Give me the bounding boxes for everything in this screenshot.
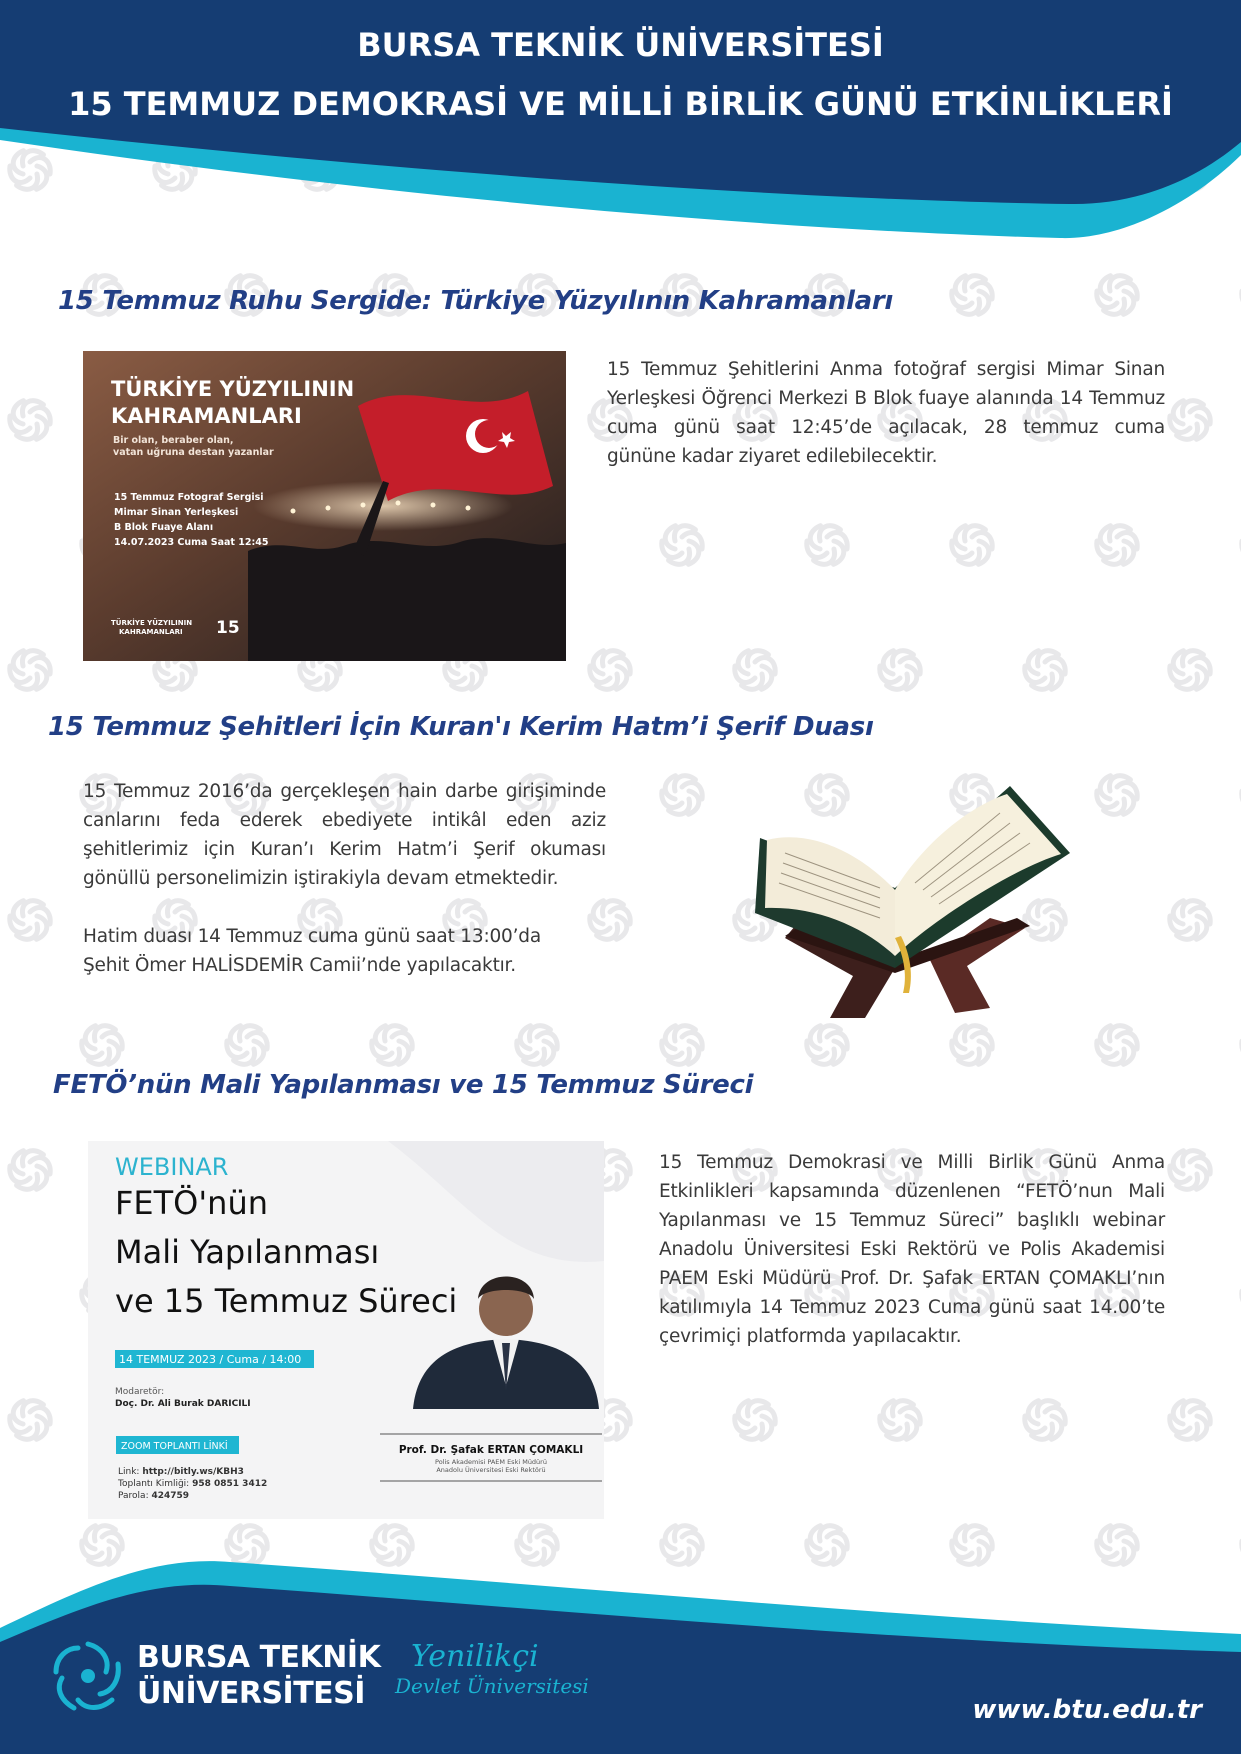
svg-text:WEBINAR: WEBINAR [115, 1153, 229, 1181]
footer-slogan-line1: Yenilikçi [411, 1639, 539, 1674]
svg-text:TÜRKİYE YÜZYILININ: TÜRKİYE YÜZYILININ [111, 377, 355, 401]
svg-text:Polis Akademisi PAEM Eski Müdü: Polis Akademisi PAEM Eski Müdürü [435, 1458, 547, 1466]
exhibition-poster [83, 351, 566, 661]
footer-slogan-line2: Devlet Üniversitesi [395, 1674, 589, 1698]
footer-logo-line1: BURSA TEKNİK [137, 1640, 381, 1675]
quran-on-stand-image [745, 778, 1085, 1021]
svg-text:Prof. Dr. Şafak ERTAN ÇOMAKLI: Prof. Dr. Şafak ERTAN ÇOMAKLI [398, 1444, 584, 1456]
svg-text:ZOOM TOPLANTI LİNKİ: ZOOM TOPLANTI LİNKİ [121, 1441, 228, 1452]
svg-text:Anadolu Üniversitesi Eski Rekt: Anadolu Üniversitesi Eski Rektörü [436, 1466, 546, 1474]
svg-text:Mali Yapılanması: Mali Yapılanması [115, 1233, 380, 1271]
svg-text:14.07.2023 Cuma Saat 12:45: 14.07.2023 Cuma Saat 12:45 [114, 537, 269, 548]
svg-text:14 TEMMUZ 2023 / Cuma / 14: 14 TEMMUZ 2023 / Cuma / 14:00 [119, 1353, 302, 1366]
svg-text:KAHRAMANLARI: KAHRAMANLARI [119, 628, 183, 636]
svg-text:Bir olan, beraber olan,: Bir olan, beraber olan, [113, 435, 234, 446]
section2-paragraph1: 15 Temmuz 2016’da gerçekleşen hain darbe girişiminde canlarını feda ederek ebediyete intikâl eden aziz şehitlerimiz için Kuran’ı Kerim Hatm’i Şerif okuması gönüllü personelimizin iştirakiyla devam etmektedir. [83, 781, 606, 889]
section2-text [83, 777, 606, 980]
footer-url-link[interactable]: www.btu.edu.tr [972, 1695, 1202, 1725]
footer-slogan [395, 1640, 589, 1698]
svg-text:KAHRAMANLARI: KAHRAMANLARI [111, 404, 302, 428]
svg-text:B Blok Fuaye Alanı: B Blok Fuaye Alanı [114, 522, 214, 533]
svg-text:ve 15 Temmuz Süreci: ve 15 Temmuz Süreci [115, 1282, 458, 1320]
svg-text:TÜRKİYE YÜZYILININ: TÜRKİYE YÜZYILININ [111, 619, 193, 627]
header-title-line2: 15 TEMMUZ DEMOKRASİ VE MİLLİ BİRLİK GÜNÜ ETKİNLİKLERİ [68, 85, 1173, 123]
section1-title: 15 Temmuz Ruhu Sergide: Türkiye Yüzyılının Kahramanları [58, 286, 893, 316]
section2-paragraph2-line1: Hatim duası 14 Temmuz cuma günü saat 13:00’da [83, 926, 541, 947]
footer-logo-line2: ÜNİVERSİTESİ [137, 1676, 365, 1711]
svg-text:Modaretör:: Modaretör: [115, 1387, 165, 1397]
webinar-poster [88, 1141, 604, 1519]
svg-text:Link: http://bitly.ws/KBH3: Link: http://bitly.ws/KBH3 [118, 1467, 244, 1477]
section2-paragraph2-line2: Şehit Ömer HALİSDEMİR Camii’nde yapılacaktır. [83, 955, 516, 976]
svg-text:15: 15 [216, 618, 240, 638]
svg-text:FETÖ'nün: FETÖ'nün [115, 1184, 268, 1222]
svg-text:vatan uğruna destan yazanlar: vatan uğruna destan yazanlar [113, 447, 274, 458]
section1-text: 15 Temmuz Şehitlerini Anma fotoğraf sergisi Mimar Sinan Yerleşkesi Öğrenci Merkezi B Blok fuaye alanında 14 Temmuz cuma günü saat 12:45’de açılacak, 28 temmuz cuma gününe kadar ziyaret edilebilecektir. [607, 359, 1165, 467]
header-title-line1: BURSA TEKNİK ÜNİVERSİTESİ [357, 26, 884, 64]
svg-text:Mimar Sinan Yerleşkesi: Mimar Sinan Yerleşkesi [114, 507, 239, 518]
svg-text:Toplantı Kimliği: 958 0851 341: Toplantı Kimliği: 958 0851 3412 [118, 1479, 268, 1489]
svg-text:Doç. Dr. Ali Burak DARICILI: Doç. Dr. Ali Burak DARICILI [115, 1399, 251, 1409]
footer-logo-text [137, 1640, 380, 1712]
section3-text: 15 Temmuz Demokrasi ve Milli Birlik Günü Anma Etkinlikleri kapsamında düzenlenen “FETÖ’nun Mali Yapılanması ve 15 Temmuz Süreci” başlıklı webinar Anadolu Üniversitesi Eski Rektörü ve Polis Akademisi PAEM Eski Müdürü Prof. Dr. Şafak ERTAN ÇOMAKLI’nın katılımıyla 14 Temmuz 2023 Cuma günü saat 14.00’te çevrimiçi platformda yapılacaktır. [659, 1152, 1165, 1347]
svg-text:Parola: 424759: Parola: 424759 [118, 1491, 190, 1501]
section3-title: FETÖ’nün Mali Yapılanması ve 15 Temmuz Süreci [53, 1070, 754, 1100]
section2-title: 15 Temmuz Şehitleri İçin Kuran'ı Kerim Hatm’i Şerif Duası [48, 712, 874, 742]
svg-text:15 Temmuz Fotograf Sergisi: 15 Temmuz Fotograf Sergisi [114, 492, 264, 503]
btu-logo-icon [48, 1636, 128, 1716]
